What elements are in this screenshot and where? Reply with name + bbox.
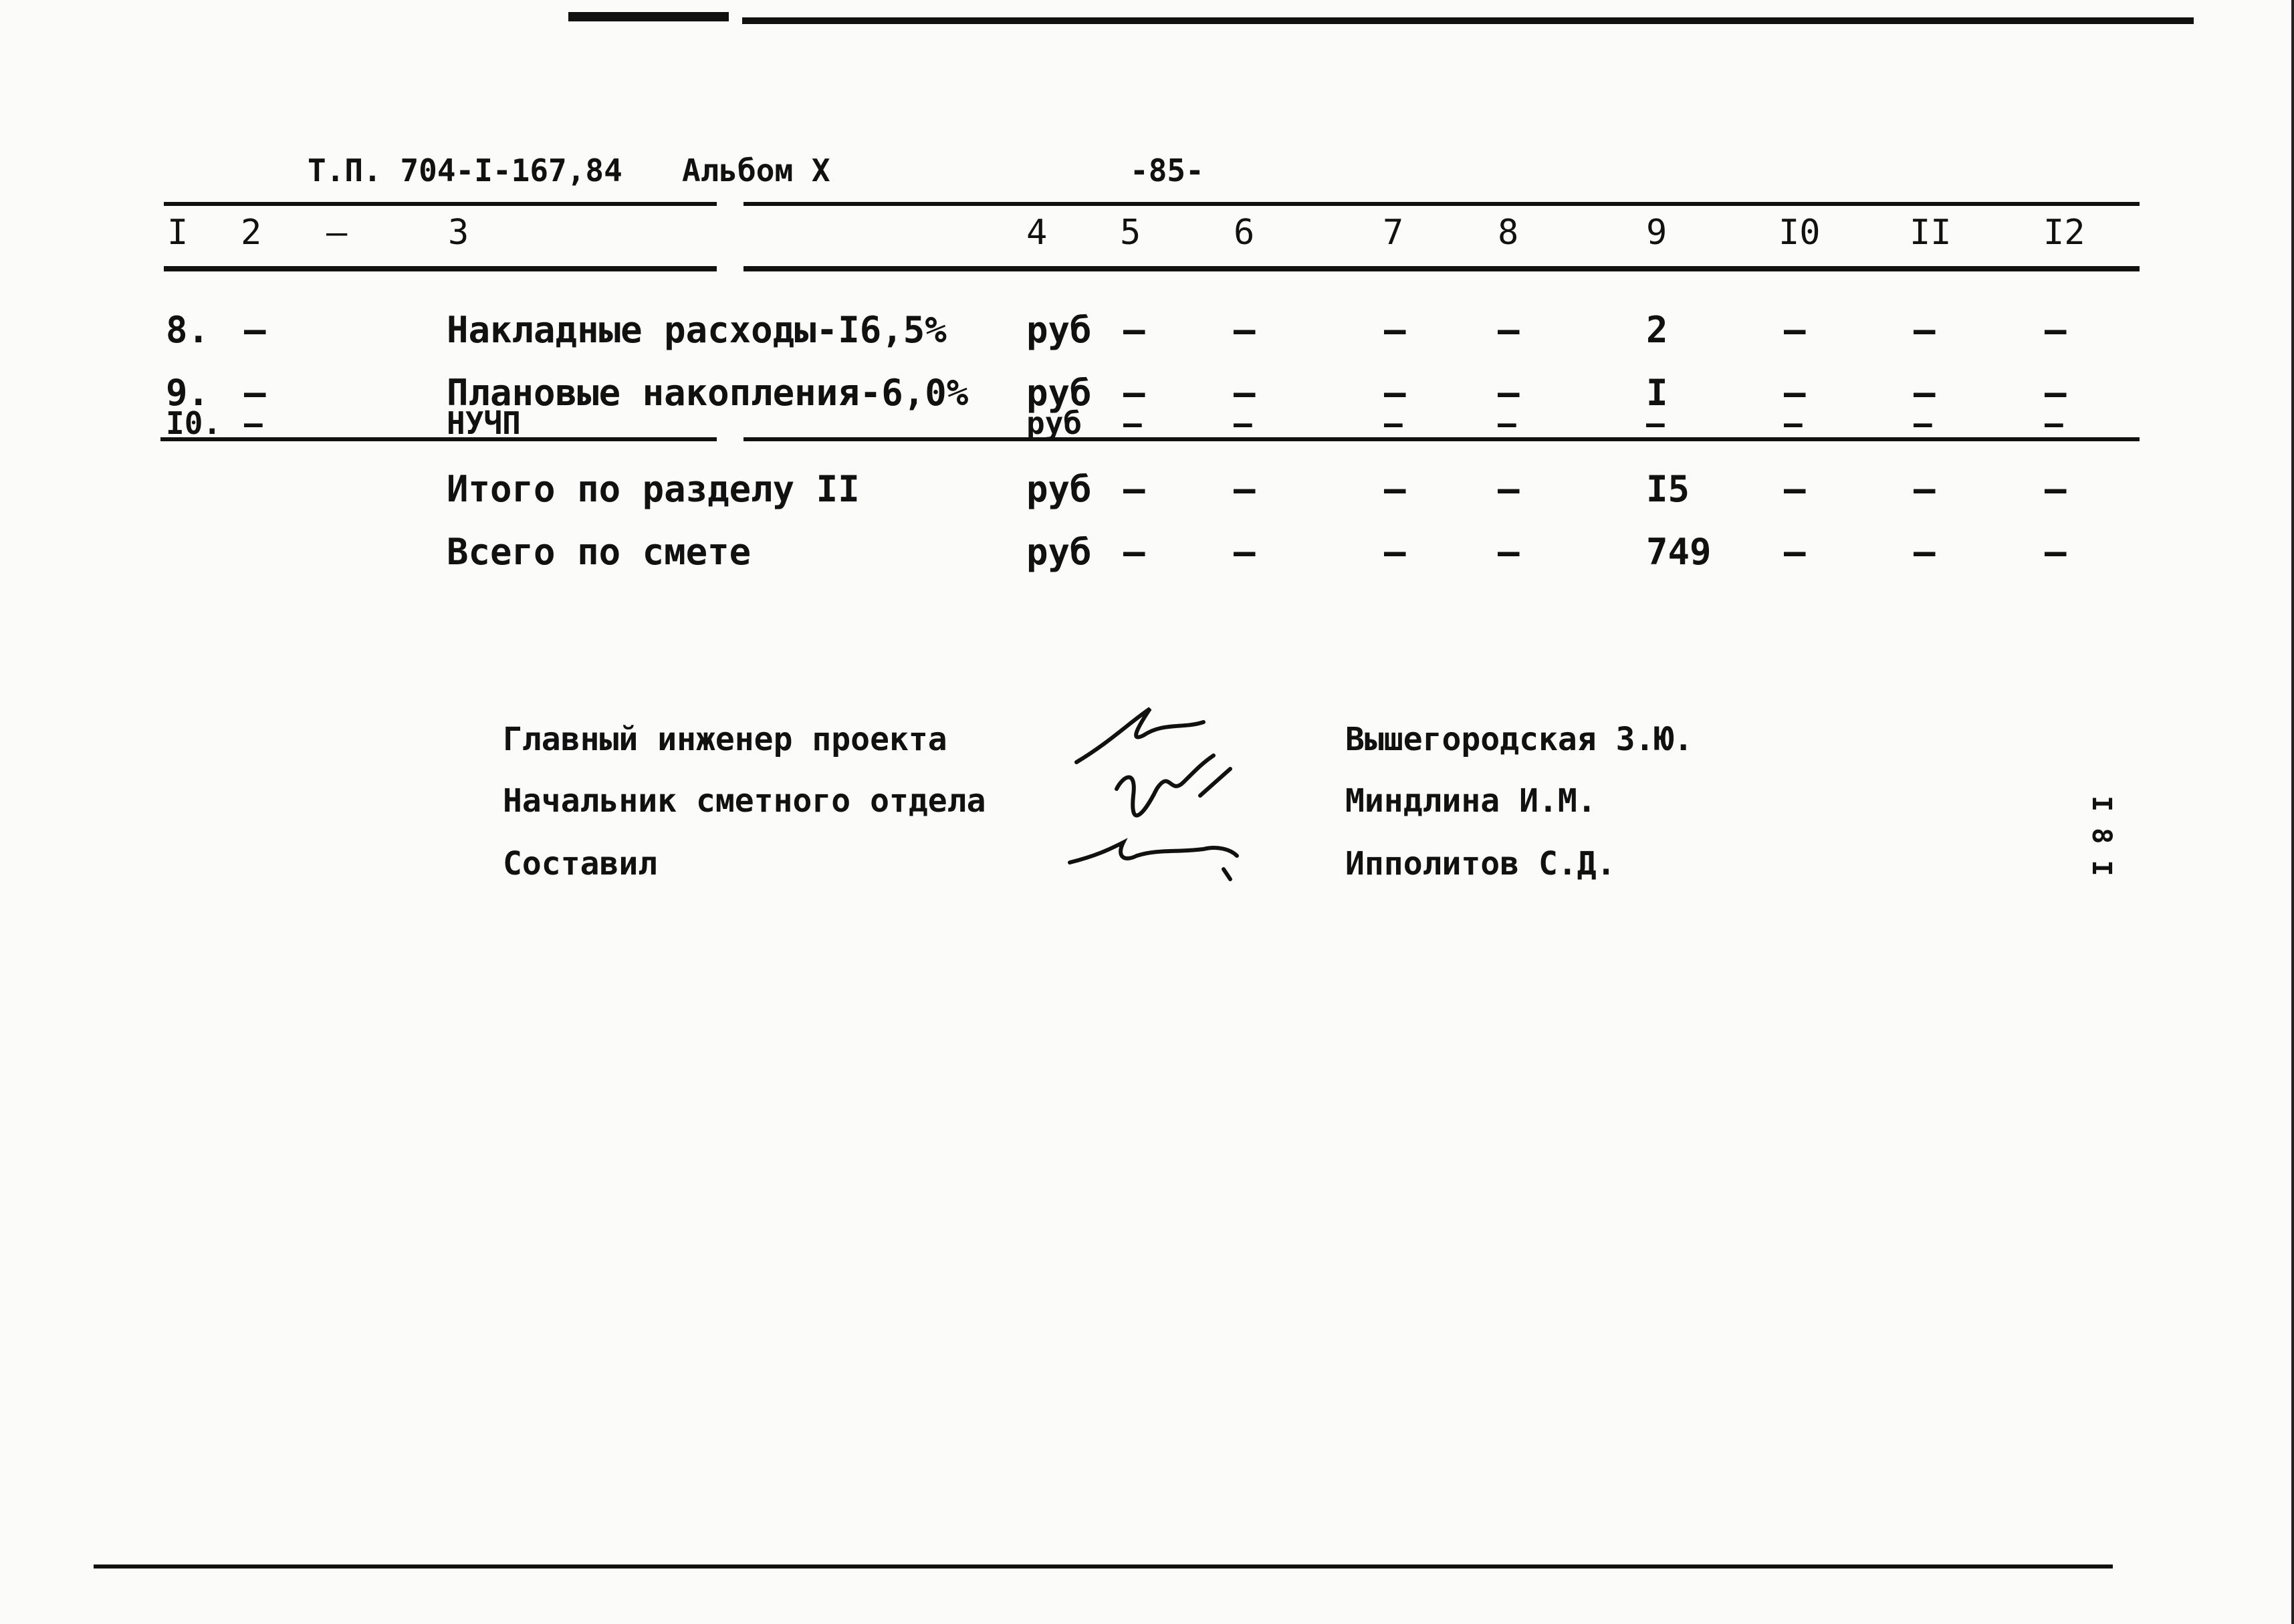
total-c11: –	[1914, 468, 1936, 510]
total-c5: –	[1123, 468, 1145, 510]
row-c2: –	[244, 309, 266, 351]
col-4: 4	[1026, 213, 1048, 253]
handwritten-signature	[1070, 695, 1257, 896]
row-description: Накладные расходы-I6,5%	[447, 309, 947, 351]
total-c12: –	[2045, 468, 2067, 510]
row-c5: –	[1123, 372, 1145, 414]
top-border	[742, 17, 2194, 24]
row-c9: 2	[1646, 309, 1668, 351]
grand-total-c9: 749	[1646, 531, 1712, 573]
row-c5: –	[1123, 309, 1145, 351]
row-c10: –	[1784, 309, 1806, 351]
grand-total-description: Всего по смете	[447, 531, 752, 573]
row-c6: –	[1234, 405, 1252, 441]
total-c8: –	[1498, 468, 1520, 510]
row-c11: –	[1914, 309, 1936, 351]
row-c9: I	[1646, 372, 1668, 414]
margin-mark: I 8 I	[2086, 796, 2117, 877]
total-unit: руб	[1026, 468, 1092, 510]
total-c6: –	[1234, 468, 1256, 510]
grand-total-c6: –	[1234, 531, 1256, 573]
row-c10: –	[1784, 372, 1806, 414]
col-3: 3	[448, 213, 469, 253]
col-7: 7	[1383, 213, 1404, 253]
row-unit: руб	[1026, 372, 1092, 414]
col-12: I2	[2043, 213, 2085, 253]
row-c6: –	[1234, 372, 1256, 414]
table-rule-top	[164, 202, 2140, 206]
page-number: -85-	[1130, 152, 1204, 189]
row-c11: –	[1914, 405, 1932, 441]
signature-role: Составил	[503, 845, 658, 883]
total-c10: –	[1784, 468, 1806, 510]
row-c12: –	[2045, 405, 2063, 441]
row-c9: –	[1646, 405, 1665, 441]
col-2a: –	[326, 213, 348, 253]
signature-name: Вышегородская З.Ю.	[1345, 721, 1694, 758]
row-c12: –	[2045, 309, 2067, 351]
row-description: Плановые накопления-6,0%	[447, 372, 969, 414]
col-10: I0	[1779, 213, 1821, 253]
row-c10: –	[1784, 405, 1803, 441]
col-5: 5	[1120, 213, 1141, 253]
grand-total-c10: –	[1784, 531, 1806, 573]
signature-role: Главный инженер проекта	[503, 721, 947, 758]
signature-name: Ипполитов С.Д.	[1345, 845, 1616, 883]
grand-total-c5: –	[1123, 531, 1145, 573]
bottom-border	[94, 1564, 2113, 1569]
col-8: 8	[1498, 213, 1519, 253]
col-1: I	[167, 213, 189, 253]
row-c7: –	[1384, 309, 1406, 351]
row-c2: –	[244, 405, 263, 441]
row-c11: –	[1914, 372, 1936, 414]
row-number: 8.	[166, 309, 210, 351]
row-unit: руб	[1026, 405, 1082, 441]
right-edge	[2291, 0, 2294, 1624]
row-c5: –	[1123, 405, 1142, 441]
col-2: 2	[241, 213, 262, 253]
row-c7: –	[1384, 372, 1406, 414]
grand-total-unit: руб	[1026, 531, 1092, 573]
table-rule-header	[164, 266, 2140, 271]
total-description: Итого по разделу II	[447, 468, 860, 510]
signature-name: Миндлина И.М.	[1345, 782, 1597, 820]
grand-total-c7: –	[1384, 531, 1406, 573]
row-description: НУЧП	[447, 405, 521, 441]
row-unit: руб	[1026, 309, 1092, 351]
col-9: 9	[1646, 213, 1668, 253]
doc-ref: Т.П. 704-I-167,84	[308, 152, 622, 189]
row-c8: –	[1498, 405, 1516, 441]
row-c7: –	[1384, 405, 1403, 441]
row-number: 9.	[166, 372, 210, 414]
top-border-left	[568, 12, 729, 21]
album-label: Альбом X	[682, 152, 830, 189]
col-11: II	[1910, 213, 1952, 253]
total-c7: –	[1384, 468, 1406, 510]
row-c6: –	[1234, 309, 1256, 351]
row-c12: –	[2045, 372, 2067, 414]
col-6: 6	[1234, 213, 1255, 253]
row-c8: –	[1498, 309, 1520, 351]
total-c9: I5	[1646, 468, 1690, 510]
grand-total-c12: –	[2045, 531, 2067, 573]
grand-total-c8: –	[1498, 531, 1520, 573]
row-number: I0.	[166, 405, 222, 441]
grand-total-c11: –	[1914, 531, 1936, 573]
row-c2: –	[244, 372, 266, 414]
signature-role: Начальник сметного отдела	[503, 782, 986, 820]
row-c8: –	[1498, 372, 1520, 414]
